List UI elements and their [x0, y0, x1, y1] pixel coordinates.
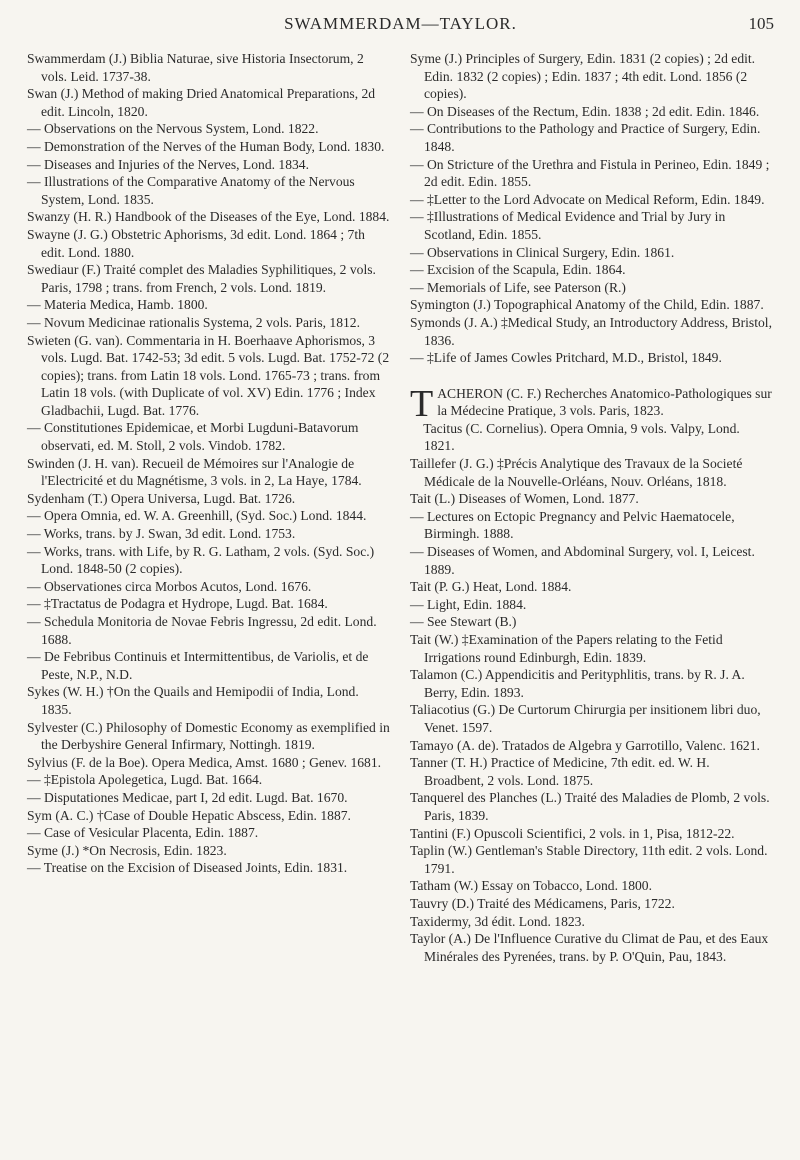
- bibliography-entry: Sykes (W. H.) †On the Quails and Hemipodii of India, Lond. 1835.: [27, 684, 359, 717]
- left-column: [27, 50, 390, 965]
- page-number: 105: [748, 14, 774, 33]
- bibliography-entry: — Diseases and Injuries of the Nerves, Lond. 1834.: [27, 156, 310, 172]
- bibliography-entry: Taxidermy, 3d édit. Lond. 1823.: [410, 913, 585, 929]
- bibliography-entry: Symington (J.) Topographical Anatomy of the Child, Edin. 1887.: [410, 297, 764, 313]
- bibliography-entry: Swan (J.) Method of making Dried Anatomical Preparations, 2d edit. Lincoln, 1820.: [27, 86, 376, 119]
- bibliography-entry: Taylor (A.) De l'Influence Curative du Climat de Pau, et des Eaux Minérales des Pyrenées, trans. by P. O'Quin, Pau, 1843.: [410, 931, 769, 964]
- bibliography-entry: Tanquerel des Planches (L.) Traité des Maladies de Plomb, 2 vols. Paris, 1839.: [410, 790, 770, 823]
- bibliography-entry: — Novum Medicinae rationalis Systema, 2 vols. Paris, 1812.: [27, 314, 361, 330]
- bibliography-entry: — Case of Vesicular Placenta, Edin. 1887.: [27, 825, 259, 841]
- bibliography-entry: Sym (A. C.) †Case of Double Hepatic Abscess, Edin. 1887.: [27, 807, 351, 823]
- bibliography-entry: — Constitutiones Epidemicae, et Morbi Lugduni-Batavorum observati, ed. M. Stoll, 2 vols. Vindob. 1782.: [27, 420, 359, 454]
- bibliography-entry: Tanner (T. H.) Practice of Medicine, 7th edit. ed. W. H. Broadbent, 2 vols. Lond. 1875.: [410, 755, 710, 788]
- bibliography-entry: — See Stewart (B.): [410, 614, 517, 630]
- bibliography-entry: Tait (P. G.) Heat, Lond. 1884.: [410, 579, 572, 595]
- right-column-t-entries: [410, 420, 773, 965]
- bibliography-entry: — Illustrations of the Comparative Anatomy of the Nervous System, Lond. 1835.: [27, 174, 355, 207]
- bibliography-entry: Tait (L.) Diseases of Women, Lond. 1877.: [410, 491, 639, 507]
- bibliography-entry: — Excision of the Scapula, Edin. 1864.: [410, 262, 626, 278]
- bibliography-entry: — Opera Omnia, ed. W. A. Greenhill, (Syd. Soc.) Lond. 1844.: [27, 508, 367, 524]
- bibliography-entry: — Demonstration of the Nerves of the Human Body, Lond. 1830.: [27, 138, 385, 154]
- bibliography-entry: Swammerdam (J.) Biblia Naturae, sive Historia Insectorum, 2 vols. Leid. 1737-38.: [27, 51, 364, 84]
- bibliography-entry: Tacitus (C. Cornelius). Opera Omnia, 9 vols. Valpy, Lond. 1821.: [423, 420, 740, 454]
- bibliography-entry: — Materia Medica, Hamb. 1800.: [27, 297, 208, 313]
- bibliography-entry: Tantini (F.) Opuscoli Scientifici, 2 vols. in 1, Pisa, 1812-22.: [410, 825, 735, 841]
- bibliography-entry: Sydenham (T.) Opera Universa, Lugd. Bat. 1726.: [27, 490, 296, 506]
- dropcap-entry-text: ACHERON (C. F.) Recherches Anatomico-Pathologiques sur la Médecine Pratique, 3 vols. Paris, 1823.: [437, 385, 772, 419]
- bibliography-entry: — ‡Letter to the Lord Advocate on Medical Reform, Edin. 1849.: [410, 191, 765, 207]
- bibliography-entry: — Memorials of Life, see Paterson (R.): [410, 279, 626, 295]
- bibliography-entry: — Schedula Monitoria de Novae Febris Ingressu, 2d edit. Lond. 1688.: [27, 614, 377, 647]
- bibliography-entry: — On Stricture of the Urethra and Fistula in Perineo, Edin. 1849 ; 2d edit. Edin. 1855.: [410, 156, 770, 190]
- bibliography-entry: Symonds (J. A.) ‡Medical Study, an Introductory Address, Bristol, 1836.: [410, 314, 772, 348]
- bibliography-entry: — Contributions to the Pathology and Practice of Surgery, Edin. 1848.: [410, 121, 761, 154]
- bibliography-entry: Swieten (G. van). Commentaria in H. Boerhaave Aphorismos, 3 vols. Lugd. Bat. 1742-53; 3d edit. 5 vols. Lugd. Bat. 1752-72 (2 copies); trans. from Latin 18 vols. Lond. 1765-73 ; trans. from Latin 18 vols. (with Duplicate of vol. XV) Edin. 1776 ; Index Gladbachii, Lugd. Bat. 1776.: [27, 332, 390, 418]
- bibliography-entry: Tamayo (A. de). Tratados de Algebra y Garrotillo, Valenc. 1621.: [410, 737, 760, 753]
- bibliography-entry: — Observationes circa Morbos Acutos, Lond. 1676.: [27, 578, 312, 594]
- dropcap-entry: [410, 382, 773, 425]
- bibliography-entry: — De Febribus Continuis et Intermittentibus, de Variolis, et de Peste, N.P., N.D.: [27, 649, 369, 682]
- right-column-s-entries: [410, 50, 773, 367]
- bibliography-entry: Swayne (J. G.) Obstetric Aphorisms, 3d edit. Lond. 1864 ; 7th edit. Lond. 1880.: [27, 226, 365, 260]
- bibliography-entry: — ‡Tractatus de Podagra et Hydrope, Lugd. Bat. 1684.: [27, 596, 328, 612]
- bibliography-entry: — ‡Illustrations of Medical Evidence and Trial by Jury in Scotland, Edin. 1855.: [410, 209, 726, 242]
- bibliography-entry: — Disputationes Medicae, part I, 2d edit. Lugd. Bat. 1670.: [27, 789, 348, 805]
- bibliography-entry: — Treatise on the Excision of Diseased Joints, Edin. 1831.: [27, 860, 348, 876]
- bibliography-entry: Talamon (C.) Appendicitis and Perityphlitis, trans. by R. J. A. Berry, Edin. 1893.: [410, 667, 745, 700]
- bibliography-entry: — ‡Epistola Apolegetica, Lugd. Bat. 1664.: [27, 772, 263, 788]
- bibliography-entry: Sylvius (F. de la Boe). Opera Medica, Amst. 1680 ; Genev. 1681.: [27, 754, 382, 770]
- drop-cap-letter: T: [410, 382, 434, 425]
- bibliography-entry: Sylvester (C.) Philosophy of Domestic Economy as exemplified in the Derbyshire General Infirmary, Nottingh. 1819.: [27, 719, 390, 753]
- bibliography-entry: — Diseases of Women, and Abdominal Surgery, vol. I, Leicest. 1889.: [410, 544, 755, 577]
- bibliography-entry: — On Diseases of the Rectum, Edin. 1838 ; 2d edit. Edin. 1846.: [410, 103, 760, 119]
- bibliography-entry: — Lectures on Ectopic Pregnancy and Pelvic Haematocele, Birmingh. 1888.: [410, 508, 735, 542]
- running-head: SWAMMERDAM—TAYLOR.: [284, 14, 517, 33]
- bibliography-entry: — Works, trans. by J. Swan, 3d edit. Lond. 1753.: [27, 526, 296, 542]
- bibliography-entry: — Observations in Clinical Surgery, Edin. 1861.: [410, 244, 675, 260]
- bibliography-entry: Tauvry (D.) Traité des Médicamens, Paris, 1722.: [410, 895, 675, 911]
- bibliography-entry: Swinden (J. H. van). Recueil de Mémoires sur l'Analogie de l'Electricité et du Magnétisme, 3 vols. in 2, La Haye, 1784.: [27, 455, 362, 489]
- bibliography-entry: Taplin (W.) Gentleman's Stable Directory, 11th edit. 2 vols. Lond. 1791.: [410, 843, 768, 876]
- bibliography-entry: — ‡Life of James Cowles Pritchard, M.D., Bristol, 1849.: [410, 350, 722, 366]
- bibliography-entry: Swanzy (H. R.) Handbook of the Diseases of the Eye, Lond. 1884.: [27, 209, 390, 225]
- bibliography-entry: — Light, Edin. 1884.: [410, 596, 527, 612]
- bibliography-entry: Taillefer (J. G.) ‡Précis Analytique des Travaux de la Societé Médicale de la Nouvelle-Orléans, Nouv. Orléans, 1818.: [410, 456, 743, 489]
- bibliography-entry: Taliacotius (G.) De Curtorum Chirurgia per insitionem libri duo, Venet. 1597.: [410, 702, 761, 735]
- bibliography-entry: — Observations on the Nervous System, Lond. 1822.: [27, 121, 319, 137]
- bibliography-entry: Syme (J.) Principles of Surgery, Edin. 1831 (2 copies) ; 2d edit. Edin. 1832 (2 copies) ; Edin. 1837 ; 4th edit. Lond. 1856 (2 copies).: [410, 51, 756, 102]
- right-column: [410, 50, 773, 965]
- page-header: [27, 0, 774, 50]
- bibliography-entry: Swediaur (F.) Traité complet des Maladies Syphilitiques, 2 vols. Paris, 1798 ; trans. from French, 2 vols. Lond. 1819.: [27, 262, 376, 295]
- bibliography-entry: — Works, trans. with Life, by R. G. Latham, 2 vols. (Syd. Soc.) Lond. 1848-50 (2 copies).: [27, 543, 375, 577]
- bibliography-entry: Syme (J.) *On Necrosis, Edin. 1823.: [27, 842, 227, 858]
- index-columns: [27, 50, 774, 965]
- bibliography-entry: Tatham (W.) Essay on Tobacco, Lond. 1800.: [410, 878, 652, 894]
- bibliography-entry: Tait (W.) ‡Examination of the Papers relating to the Fetid Irrigations round Edinburgh, Edin. 1839.: [410, 632, 723, 665]
